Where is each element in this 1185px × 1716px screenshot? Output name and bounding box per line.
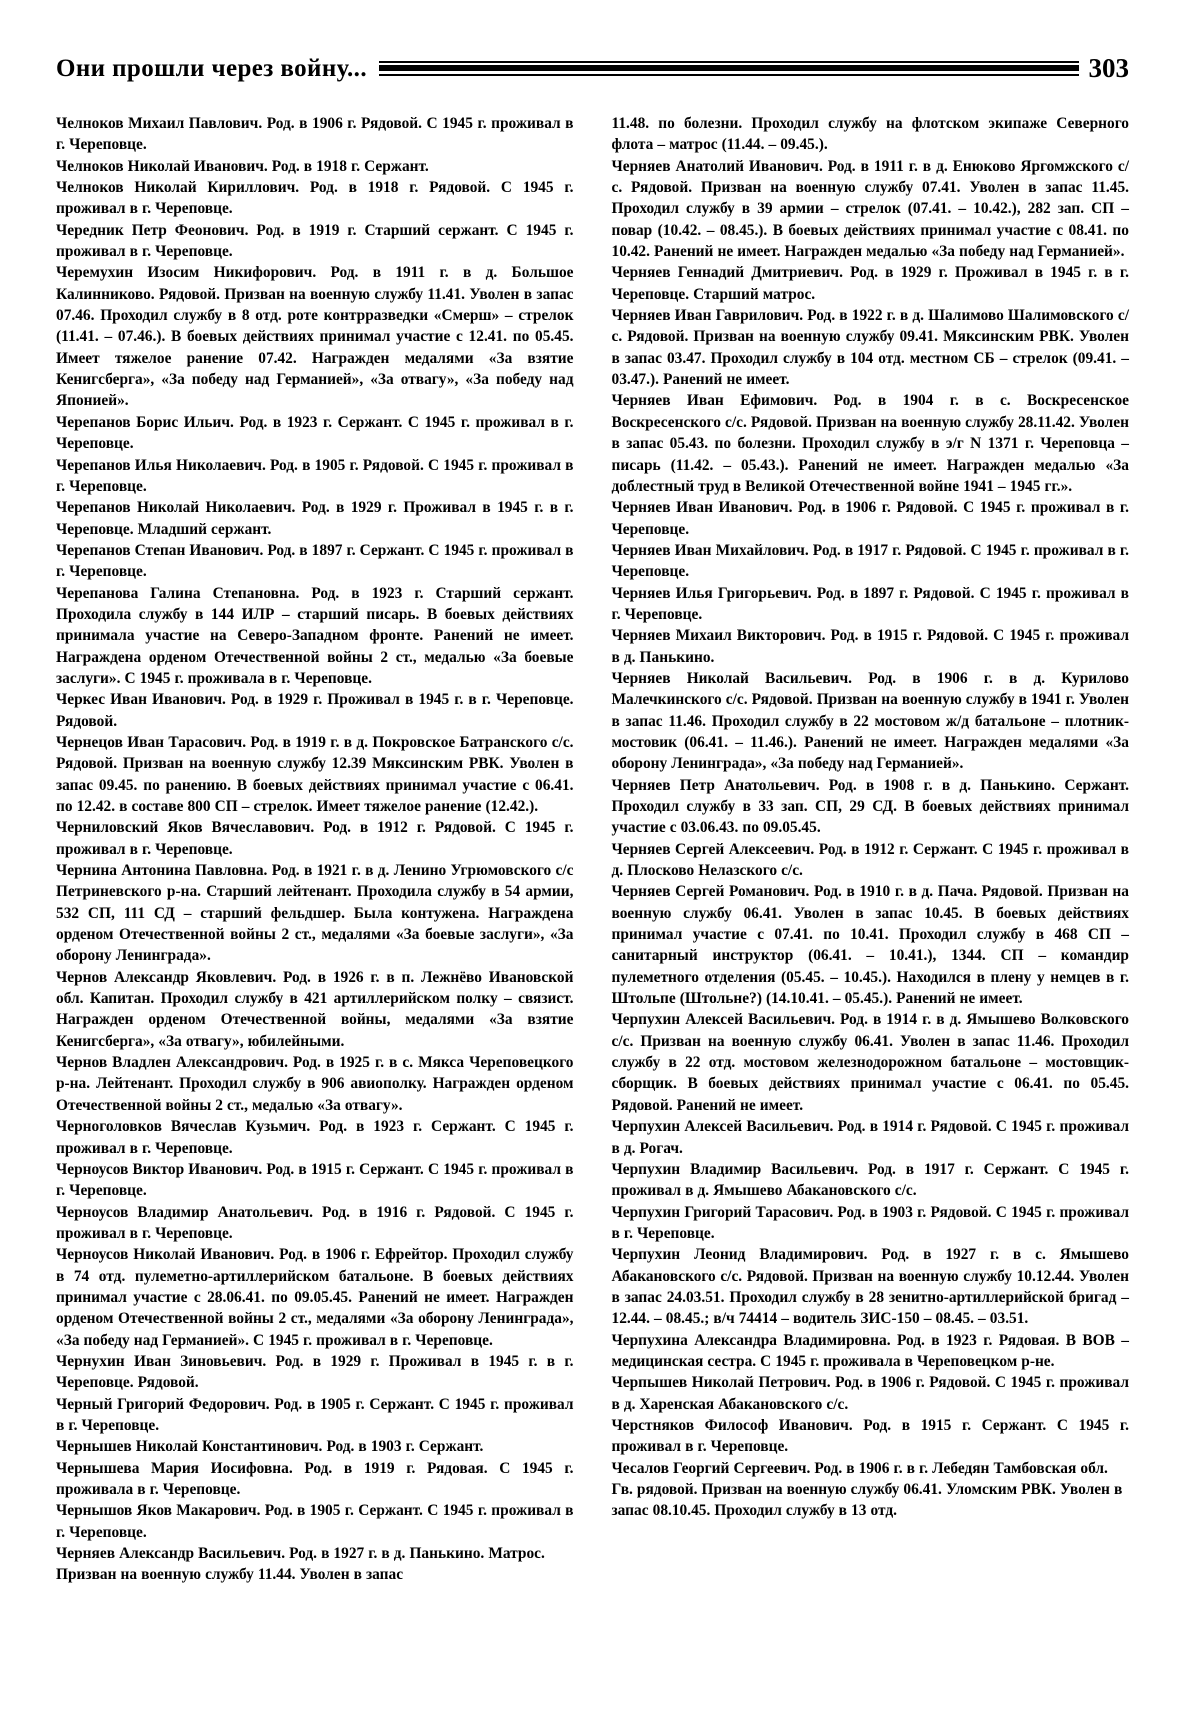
body-columns (56, 113, 1129, 1683)
running-header (56, 46, 1129, 92)
veteran-entry: Чернов Владлен Александрович. Род. в 1925 г. в с. Мякса Череповецкого р-на. Лейтенант. Проходил службу в 906 авиополку. Награжден орденом Отечественной войны 2 ст., медалью «За отвагу». (56, 1054, 574, 1114)
veteran-entry: Черняев Петр Анатольевич. Род. в 1908 г. в д. Панькино. Сержант. Проходил службу в 33 зап. СП, 29 СД. В боевых действиях принимал участие с 03.06.43. по 09.05.45. (611, 776, 1129, 837)
veteran-entry: Черемухин Изосим Никифорович. Род. в 1911 г. в д. Большое Калинниково. Рядовой. Призван на военную службу 11.41. Уволен в запас 07.46. Проходил службу в 8 отд. роте контрразведки «Смерш» – стрелок (11.41. – 07.46.). В боевых действиях принимал участие с 12.41. по 05.45. Имеет тяжелое ранение 07.42. Награжден медалями «За взятие Кенигсберга», «За победу над Германией», «За отвагу», «За победу над Японией». (56, 264, 574, 410)
veteran-entry: Черный Григорий Федорович. Род. в 1905 г. Сержант. С 1945 г. проживал в г. Череповце. (56, 1395, 574, 1434)
veteran-entry: Чернов Александр Яковлевич. Род. в 1926 г. в п. Лежнёво Ивановской обл. Капитан. Проходил службу в 421 артиллерийском полку – связист. Награжден орденом Отечественной войны, медалями «За взятие Кенигсберга», «За отвагу», юбилейными. (56, 968, 574, 1050)
veteran-entry: Черпухин Владимир Васильевич. Род. в 1917 г. Сержант. С 1945 г. проживал в д. Ямышево Абакановского с/с. (611, 1160, 1129, 1200)
veteran-entry: Черпухин Алексей Васильевич. Род. в 1914 г. Рядовой. С 1945 г. проживал в д. Рогач. (611, 1118, 1129, 1157)
veteran-entry: Черпышев Николай Петрович. Род. в 1906 г. Рядовой. С 1945 г. проживал в д. Харенская Абакановского с/с. (611, 1374, 1129, 1413)
veteran-entry: Чесалов Георгий Сергеевич. Род. в 1906 г. в г. Лебедян Тамбовская обл. Гв. рядовой. Призван на военную службу 06.41. Уломским РВК. Уволен в запас 08.10.45. Проходил службу в 13 отд. (611, 1459, 1123, 1520)
veteran-entry: Черноусов Владимир Анатольевич. Род. в 1916 г. Рядовой. С 1945 г. проживал в г. Череповце. (56, 1203, 574, 1242)
veteran-entry: Черноусов Виктор Иванович. Род. в 1915 г. Сержант. С 1945 г. проживал в г. Череповце. (56, 1160, 574, 1200)
veteran-entry: Чернухин Иван Зиновьевич. Род. в 1929 г. Проживал в 1945 г. в г. Череповце. Рядовой. (56, 1352, 574, 1392)
veteran-entry: Черепанова Галина Степановна. Род. в 1923 г. Старший сержант. Проходила службу в 144 ИЛР – старший писарь. В боевых действиях принимала участие на Северо-Западном фронте. Ранений не имеет. Награждена орденом Отечественной войны 2 ст., медалью «За боевые заслуги». С 1945 г. проживала в г. Череповце. (56, 584, 574, 687)
veteran-entry: Черняев Сергей Алексеевич. Род. в 1912 г. Сержант. С 1945 г. проживал в д. Плосково Нелазского с/с. (611, 840, 1129, 880)
veteran-entry: Черепанов Илья Николаевич. Род. в 1905 г. Рядовой. С 1945 г. проживал в г. Череповце. (56, 456, 574, 495)
veteran-entry: Челноков Николай Иванович. Род. в 1918 г. Сержант. (56, 157, 429, 175)
veteran-entry: Черняев Михаил Викторович. Род. в 1915 г. Рядовой. С 1945 г. проживал в д. Панькино. (611, 627, 1129, 666)
veteran-entry: Чернышева Мария Иосифовна. Род. в 1919 г. Рядовая. С 1945 г. проживала в г. Череповце. (56, 1459, 574, 1498)
veteran-entry: Черняев Анатолий Иванович. Род. в 1911 г. в д. Енюково Яргомжского с/с. Рядовой. Призван на военную службу 07.41. Уволен в запас 11.45. Проходил службу в 39 армии – стрелок (07.41. – 10.42.), 282 зап. СП – повар (10.42. – 08.45.). В боевых действиях принимал участие с 08.41. по 10.42. Ранений не имеет. Награжден медалью «За победу над Германией». (611, 157, 1129, 261)
veteran-entry: Черпухина Александра Владимировна. Род. в 1923 г. Рядовая. В ВОВ – медицинская сестра. С 1945 г. проживала в Череповецком р-не. (611, 1331, 1129, 1370)
column-left (56, 113, 574, 1683)
veteran-entry: Чернышов Яков Макарович. Род. в 1905 г. Сержант. С 1945 г. проживал в г. Череповце. (56, 1502, 574, 1541)
veteran-entry: Черепанов Николай Николаевич. Род. в 1929 г. Проживал в 1945 г. в г. Череповце. Младший сержант. (56, 499, 574, 538)
veteran-entry: Черняев Сергей Романович. Род. в 1910 г. в д. Пача. Рядовой. Призван на военную службу 06.41. Уволен в запас 10.45. В боевых действиях принимал участие с 07.41. по 10.41. Проходил службу в 468 СП – санитарный инструктор (06.41. – 10.41.), 1344. СП – командир пулеметного отделения (05.45. – 10.45.). Находился в плену у немцев в г. Штольпе (Штольне?) (14.10.41. – 05.45.). Ранений не имеет. (611, 883, 1129, 1008)
veteran-entry: Черпухин Леонид Владимирович. Род. в 1927 г. в с. Ямышево Абакановского с/с. Рядовой. Призван на военную службу 10.12.44. Уволен в запас 24.03.51. Проходил службу в 28 зенитно-артиллерийской бригад – 12.44. – 08.45.; в/ч 74414 – водитель ЗИС-150 – 08.45. – 03.51. (611, 1246, 1129, 1328)
veteran-entry: Черпухин Алексей Васильевич. Род. в 1914 г. в д. Ямышево Волковского с/с. Призван на военную службу 06.41. Уволен в запас 11.46. Проходил службу в 22 отд. мостовом железнодорожном батальоне – мостовщик-сборщик. В боевых действиях принимал участие с 06.41. по 05.45. Рядовой. Ранений не имеет. (611, 1011, 1129, 1114)
veteran-entry: Чернина Антонина Павловна. Род. в 1921 г. в д. Ленино Угрюмовского с/с Петриневского р-на. Старший лейтенант. Проходила службу в 54 армии, 532 СП, 111 СД – старший фельдшер. Была контужена. Награждена орденом Отечественной войны 2 ст., медалями «За боевые заслуги», «За оборону Ленинграда». (56, 862, 574, 965)
veteran-entry: Черноусов Николай Иванович. Род. в 1906 г. Ефрейтор. Проходил службу в 74 отд. пулеметно-артиллерийском батальоне. В боевых действиях принимал участие с 28.06.41. по 09.05.45. Ранений не имеет. Награжден орденом Отечественной войны 2 ст., медалями «За оборону Ленинграда», «За победу над Германией». С 1945 г. проживал в г. Череповце. (56, 1246, 574, 1349)
veteran-entry: Черняев Иван Гаврилович. Род. в 1922 г. в д. Шалимово Шалимовского с/с. Рядовой. Призван на военную службу 09.41. Мяксинским РВК. Уволен в запас 03.47. Проходил службу в 104 отд. местном СБ – стрелок (09.41. – 03.47.). Ранений не имеет. (611, 307, 1129, 389)
veteran-entry: Чернецов Иван Тарасович. Род. в 1919 г. в д. Покровское Батранского с/с. Рядовой. Призван на военную службу 12.39 Мяксинским РВК. Уволен в запас 09.45. по ранению. В боевых действиях принимал участие с 06.41. по 12.42. в составе 800 СП – стрелок. Имеет тяжелое ранение (12.42.). (56, 733, 574, 815)
veteran-entry: Черняев Иван Михайлович. Род. в 1917 г. Рядовой. С 1945 г. проживал в г. Череповце. (611, 541, 1129, 581)
veteran-entry: Чередник Петр Феонович. Род. в 1919 г. Старший сержант. С 1945 г. проживал в г. Череповце. (56, 221, 574, 261)
veteran-entry: Черноголовков Вячеслав Кузьмич. Род. в 1923 г. Сержант. С 1945 г. проживал в г. Череповце. (56, 1118, 574, 1157)
veteran-entry: Черстняков Философ Иванович. Род. в 1915 г. Сержант. С 1945 г. проживал в г. Череповце. (611, 1416, 1129, 1456)
veteran-entry: Черняев Геннадий Дмитриевич. Род. в 1929 г. Проживал в 1945 г. в г. Череповце. Старший матрос. (611, 264, 1129, 303)
veteran-entry: Черняев Александр Васильевич. Род. в 1927 г. в д. Панькино. Матрос. Призван на военную службу 11.44. Уволен в запас (56, 1545, 545, 1584)
veteran-entry: Черкес Иван Иванович. Род. в 1929 г. Проживал в 1945 г. в г. Череповце. Рядовой. (56, 691, 574, 730)
veteran-entry: Черняев Илья Григорьевич. Род. в 1897 г. Рядовой. С 1945 г. проживал в г. Череповце. (611, 584, 1129, 623)
page-number: 303 (1088, 52, 1129, 83)
veteran-entry: Чернышев Николай Константинович. Род. в 1903 г. Сержант. (56, 1438, 484, 1456)
veteran-entry: Черниловский Яков Вячеславович. Род. в 1912 г. Рядовой. С 1945 г. проживал в г. Череповце. (56, 819, 574, 858)
veteran-entry: Черняев Иван Ефимович. Род. в 1904 г. в с. Воскресенское Воскресенского с/с. Рядовой. Призван на военную службу 28.11.42. Уволен в запас 05.43. по болезни. Проходил службу в э/г N 1371 г. Череповца – писарь (11.42. – 05.43.). Ранений не имеет. Награжден медалью «За доблестный труд в Великой Отечественной войне 1941 – 1945 гг.». (611, 392, 1129, 495)
veteran-entry: Черепанов Степан Иванович. Род. в 1897 г. Сержант. С 1945 г. проживал в г. Череповце. (56, 541, 574, 581)
veteran-entry: Челноков Николай Кириллович. Род. в 1918 г. Рядовой. С 1945 г. проживал в г. Череповце. (56, 179, 574, 218)
veteran-entry: Челноков Михаил Павлович. Род. в 1906 г. Рядовой. С 1945 г. проживал в г. Череповце. (56, 115, 574, 154)
column-right (612, 113, 1130, 1683)
decorative-rule (379, 61, 1079, 79)
veteran-entry: Черняев Иван Иванович. Род. в 1906 г. Рядовой. С 1945 г. проживал в г. Череповце. (611, 499, 1129, 538)
veteran-entry: Черняев Николай Васильевич. Род. в 1906 г. в д. Курилово Малечкинского с/с. Рядовой. Призван на военную службу в 1941 г. Уволен в запас 11.46. Проходил службу в 22 мостовом ж/д батальоне – плотник-мостовик (06.41. – 11.46.). Ранений не имеет. Награжден медалями «За оборону Ленинграда», «За победу над Германией». (611, 669, 1129, 773)
veteran-entry: Черепанов Борис Ильич. Род. в 1923 г. Сержант. С 1945 г. проживал в г. Череповце. (56, 413, 574, 453)
page-title: Они прошли через войну... (56, 54, 367, 82)
veteran-entry: Черпухин Григорий Тарасович. Род. в 1903 г. Рядовой. С 1945 г. проживал в г. Череповце. (611, 1203, 1129, 1242)
veteran-entry: 11.48. по болезни. Проходил службу на флотском экипаже Северного флота – матрос (11.44. – 09.45.). (611, 115, 1129, 154)
